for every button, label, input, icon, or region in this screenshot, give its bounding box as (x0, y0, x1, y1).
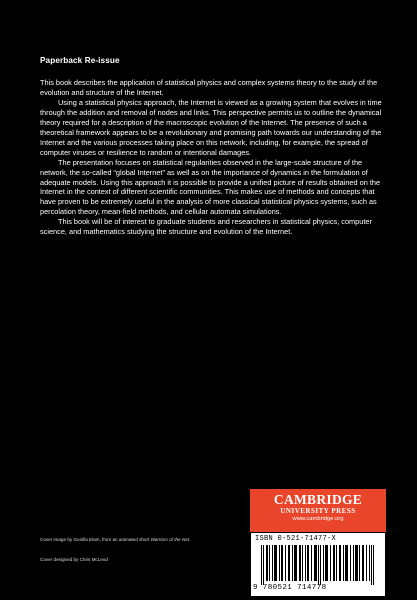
cover-image-credit-title: Warriors of the Net. (150, 537, 191, 542)
isbn-barcode (251, 533, 385, 596)
cover-designer-credit: Cover designed by Chris McLeod (40, 557, 108, 562)
blurb-paragraph: Using a statistical physics approach, the Internet is viewed as a growing system that evolves in time through the addition and removal of nodes and links. This perspective permits us to outline the dynamical theory required for a description of the macroscopic evolution of the Internet. The presence of such a theoretical framework appears to be a revolutionary and promising path towards our understanding of the Internet and the various processes taking place on this network, including, for example, the spread of computer viruses or resilience to random or intentional damages. (40, 97, 382, 157)
publisher-name: CAMBRIDGE (273, 492, 363, 507)
cover-image-credit (40, 537, 190, 542)
isbn-label: ISBN 0-521-71477-X (255, 535, 337, 543)
blurb-paragraph: This book describes the application of statistical physics and complex systems theory to the study of the evolution and structure of the Internet. (40, 78, 378, 97)
barcode-number: 9 780521 714778 (253, 584, 327, 592)
blurb-paragraph: The presentation focuses on statistical regularities observed in the large-scale structure of the network, the so-called “global Internet” as well as on the importance of dynamics in the formulation of adequate models. Using this approach it is possible to provide a unified picture of results obtained on the Internet in the context of different scientific communities. This makes use of methods and concepts that have proven to be extremely useful in the analysis of more classical statistical physics systems, such as percolation theory, mean-field methods, and cellular automata simulations. (40, 157, 381, 217)
publisher-logo (250, 489, 386, 532)
blurb (40, 78, 384, 237)
publisher-url: www.cambridge.org (292, 516, 344, 522)
blurb-paragraph: This book will be of interest to graduate students and researchers in statistical physics, computer science, and mathematics studying the structure and evolution of the Internet. (40, 217, 372, 237)
barcode-icon (261, 545, 377, 585)
cover-image-credit-text: Cover image by Gunilla Elam, from an animated short (40, 537, 151, 542)
publisher-press: UNIVERSITY PRESS (280, 507, 356, 515)
back-cover-heading: Paperback Re-issue (40, 56, 120, 65)
